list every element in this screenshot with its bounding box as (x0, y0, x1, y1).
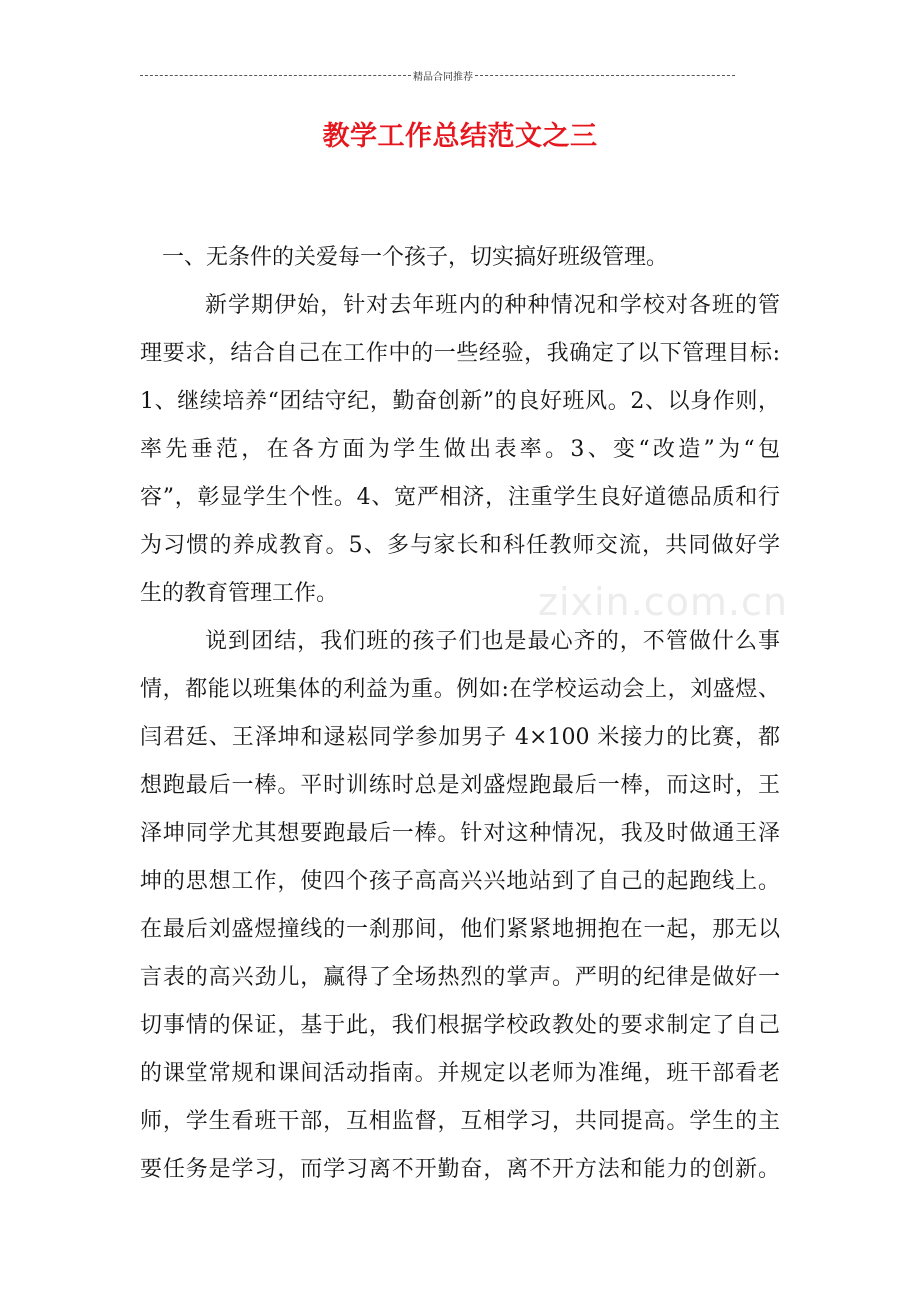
page-header (140, 67, 735, 83)
header-divider-left (140, 75, 411, 76)
paragraph-line: 师，学生看班干部，互相监督，互相学习，共同提高。学生的主 (140, 1109, 780, 1134)
paragraph-line: 泽坤同学尤其想要跑最后一棒。针对这种情况，我及时做通王泽 (140, 821, 780, 846)
paragraph-line: 生的教育管理工作。 (140, 581, 339, 606)
document-title: 教学工作总结范文之三 (322, 121, 598, 152)
paragraph (140, 618, 780, 1194)
paragraph-line: 容”，彰显学生个性。4、宽严相济，注重学生良好道德品质和行 (140, 485, 780, 510)
paragraph-line: 言表的高兴劲儿，赢得了全场热烈的掌声。严明的纪律是做好一 (140, 965, 780, 990)
header-divider-right (475, 75, 735, 76)
document-body (140, 234, 780, 1194)
paragraph-line: 要任务是学习，而学习离不开勤奋，离不开方法和能力的创新。 (140, 1157, 780, 1182)
paragraph-line: 说到团结，我们班的孩子们也是最心齐的，不管做什么事 (205, 629, 780, 654)
paragraph-line: 在最后刘盛煜撞线的一刹那间，他们紧紧地拥抱在一起，那无以 (140, 917, 780, 942)
paragraph-line: 闫君廷、王泽坤和逯崧同学参加男子 4×100 米接力的比赛，都 (140, 725, 780, 750)
paragraph-line: 理要求，结合自己在工作中的一些经验，我确定了以下管理目标: (140, 341, 780, 366)
paragraph-line: 为习惯的养成教育。5、多与家长和科任教师交流，共同做好学 (140, 533, 780, 558)
paragraph-line: 新学期伊始，针对去年班内的种种情况和学校对各班的管 (205, 293, 780, 318)
paragraph-line: 率先垂范，在各方面为学生做出表率。3、变“改造”为“包 (140, 437, 780, 462)
paragraph-line: 1、继续培养“团结守纪，勤奋创新”的良好班风。2、以身作则， (140, 389, 780, 414)
paragraph-line: 的课堂常规和课间活动指南。并规定以老师为准绳，班干部看老 (140, 1061, 780, 1086)
paragraph-line: 坤的思想工作，使四个孩子高高兴兴地站到了自己的起跑线上。 (140, 869, 780, 894)
paragraph-line: 切事情的保证，基于此，我们根据学校政教处的要求制定了自己 (140, 1013, 780, 1038)
paragraph (140, 282, 780, 618)
paragraph-line: 情，都能以班集体的利益为重。例如:在学校运动会上，刘盛煜、 (140, 677, 780, 702)
watermark: zixin.com.cn (538, 580, 788, 624)
section-heading: 一、无条件的关爱每一个孩子，切实搞好班级管理。 (162, 245, 669, 270)
header-label: 精品合同推荐 (413, 71, 473, 83)
paragraph-line: 想跑最后一棒。平时训练时总是刘盛煜跑最后一棒，而这时，王 (140, 773, 780, 798)
